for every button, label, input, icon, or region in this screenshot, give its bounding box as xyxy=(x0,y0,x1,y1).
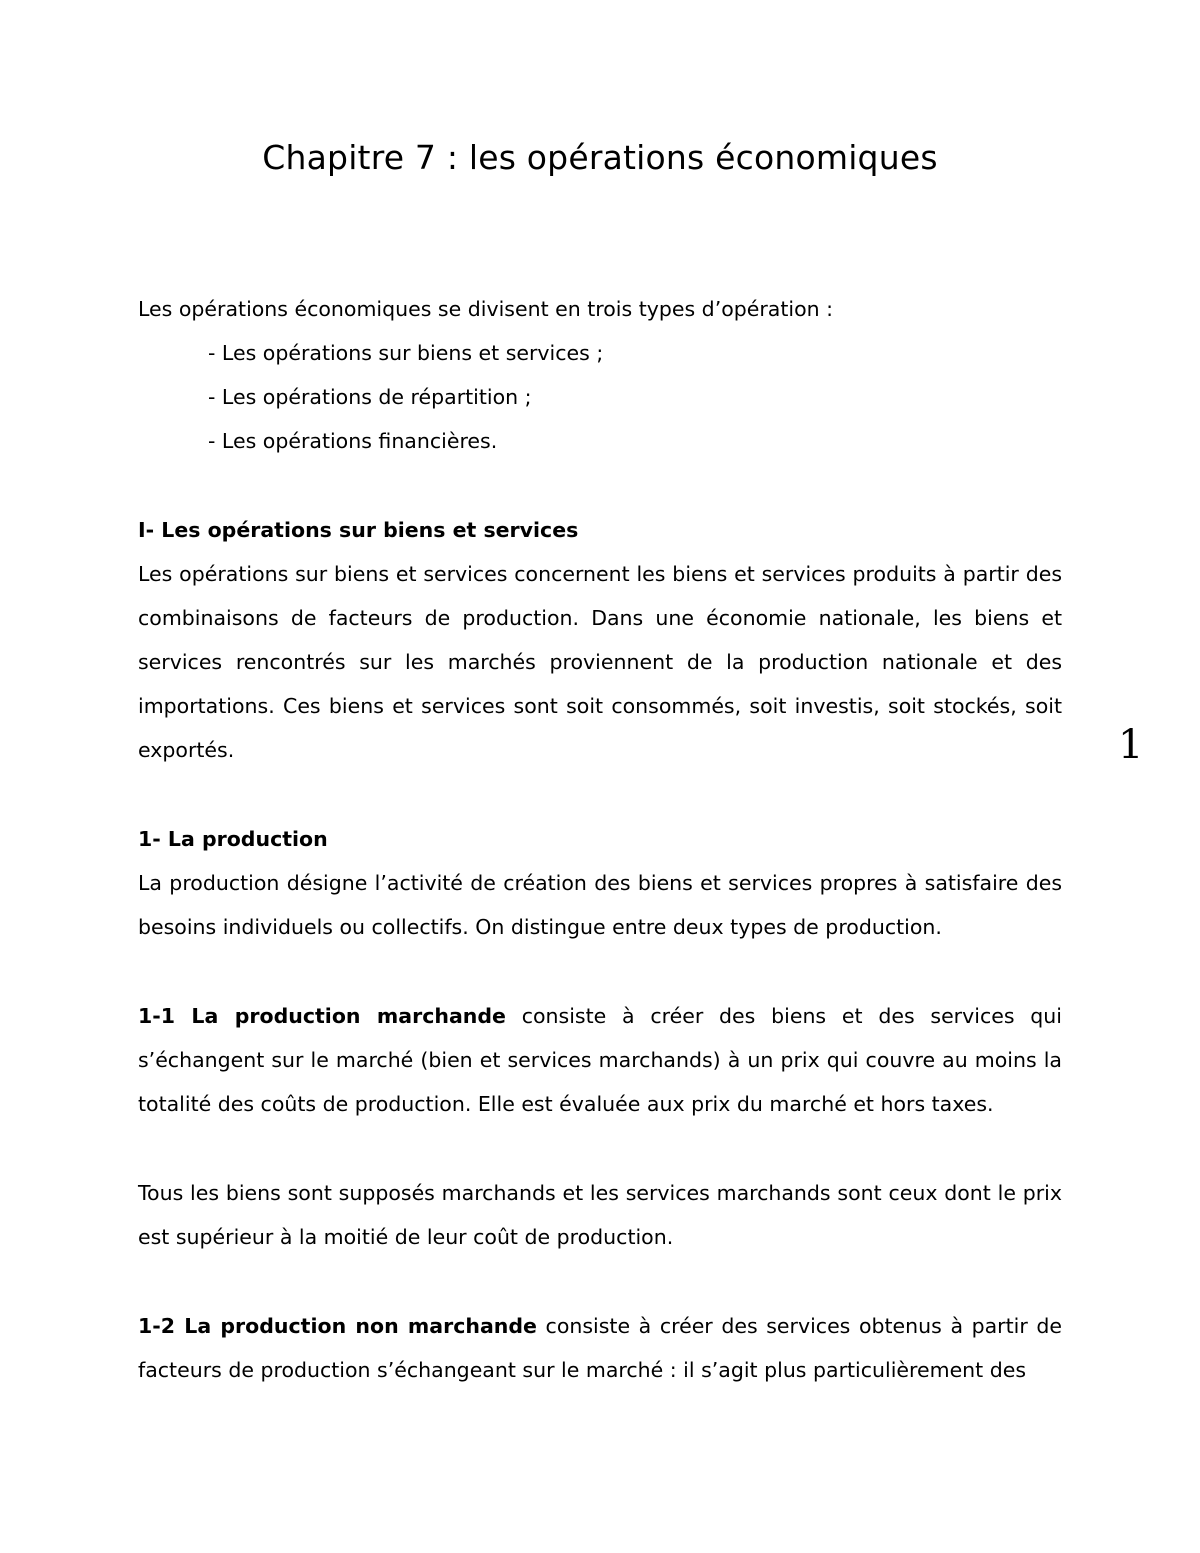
definition-text: consiste à créer des services obtenus à partir de facteurs de production s’échangeant sur le marché : il s’agit plus particulièrement des xyxy=(138,1314,1062,1382)
paragraph-production-non-marchande xyxy=(138,1304,1062,1392)
term-production-non-marchande: 1-2 La production non marchande xyxy=(138,1314,537,1338)
list-item: - Les opérations sur biens et services ; xyxy=(208,341,604,365)
list-item: - Les opérations financières. xyxy=(208,429,498,453)
section-heading-biens-services: I- Les opérations sur biens et services xyxy=(138,518,579,542)
subsection-heading-production: 1- La production xyxy=(138,827,328,851)
paragraph-production-marchande xyxy=(138,994,1062,1126)
page-title: Chapitre 7 : les opérations économiques xyxy=(262,138,938,177)
section-paragraph-biens-services: Les opérations sur biens et services concernent les biens et services produits à partir des combinaisons de facteurs de production. Dans une économie nationale, les biens et services rencontrés sur les marchés proviennent de la production nationale et des importations. Ces biens et services sont soit consommés, soit investis, soit stockés, soit exportés. xyxy=(138,562,1062,762)
paragraph-biens-marchands: Tous les biens sont supposés marchands et les services marchands sont ceux dont le prix est supérieur à la moitié de leur coût de production. xyxy=(138,1181,1062,1249)
definition-text: consiste à créer des biens et des services qui s’échangent sur le marché (bien et services marchands) à un prix qui couvre au moins la totalité des coûts de production. Elle est évaluée aux prix du marché et hors taxes. xyxy=(138,1004,1062,1116)
term-production-marchande: 1-1 La production marchande xyxy=(138,1004,506,1028)
intro-paragraph: Les opérations économiques se divisent en trois types d’opération : xyxy=(138,297,834,321)
list-item: - Les opérations de répartition ; xyxy=(208,385,532,409)
subsection-paragraph-production: La production désigne l’activité de création des biens et services propres à satisfaire des besoins individuels ou collectifs. On distingue entre deux types de production. xyxy=(138,871,1062,939)
page-number: 1 xyxy=(1118,722,1144,768)
operation-types-list xyxy=(208,331,603,463)
